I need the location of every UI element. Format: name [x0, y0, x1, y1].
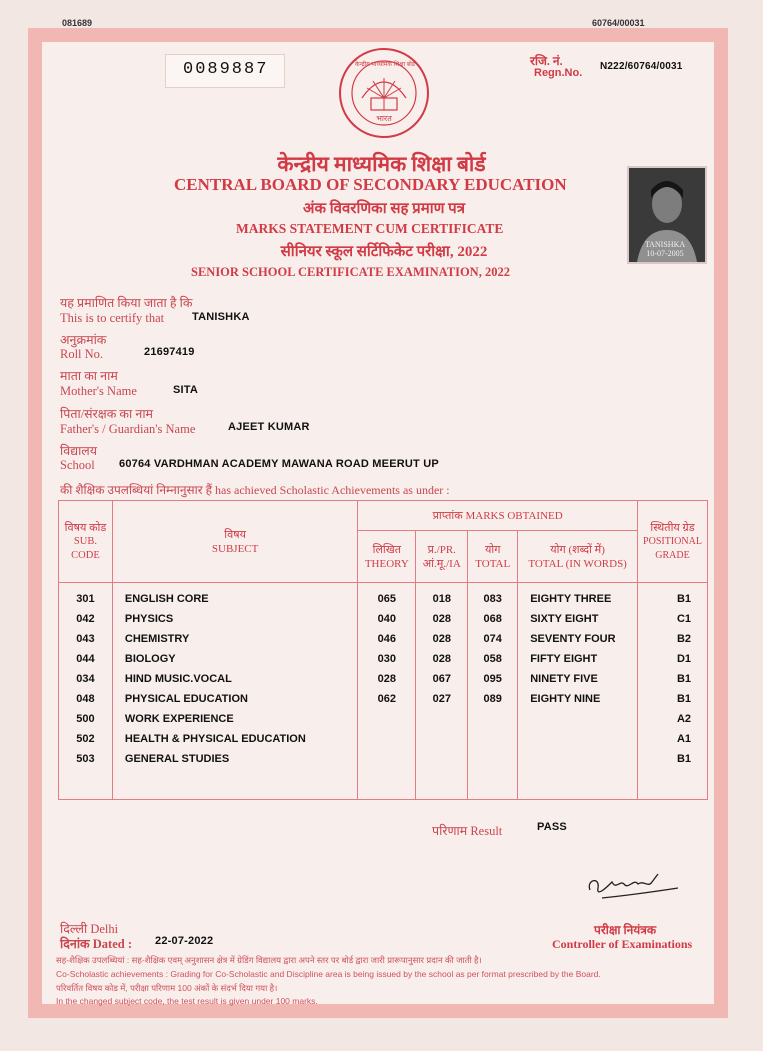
total-words: NINETY FIVE: [530, 673, 598, 685]
subject-code: 034: [76, 673, 95, 685]
header-theory: लिखित THEORY: [358, 531, 416, 583]
doc-title-en: MARKS STATEMENT CUM CERTIFICATE: [236, 221, 504, 236]
total-marks: 083: [483, 593, 502, 605]
total-words: EIGHTY NINE: [530, 693, 601, 705]
marks-table: [58, 500, 708, 800]
practical-marks: 067: [432, 673, 451, 685]
subject-code: 503: [76, 753, 95, 765]
practical-marks: 028: [432, 653, 451, 665]
board-title-en: CENTRAL BOARD OF SECONDARY EDUCATION: [174, 175, 567, 194]
student-name: TANISHKA: [192, 311, 250, 323]
header-grade: स्थितीय ग्रेड POSITIONAL GRADE: [638, 501, 708, 583]
subject-code: 502: [76, 733, 95, 745]
exam-title-hi: सीनियर स्कूल सर्टिफिकेट परीक्षा, 2022: [280, 244, 488, 260]
father-label-hi: पिता/संरक्षक का नाम: [60, 407, 154, 421]
header-total-words: योग (शब्दों में) TOTAL (IN WORDS): [518, 531, 638, 583]
roll-label-hi: अनुक्रमांक: [60, 333, 107, 347]
result-label: परिणाम Result: [432, 824, 503, 838]
total-marks: 068: [483, 613, 502, 625]
subject-code: 044: [76, 653, 95, 665]
roll-number: 21697419: [144, 346, 195, 358]
subject-code: 042: [76, 613, 95, 625]
school-label-en: School: [60, 458, 95, 472]
board-title-hi: केन्द्रीय माध्यमिक शिक्षा बोर्ड: [277, 152, 486, 176]
school-label-hi: विद्यालय: [60, 444, 98, 458]
words-column: [518, 583, 638, 800]
doc-title-hi: अंक विवरणिका सह प्रमाण पत्र: [303, 201, 465, 217]
header-marks-obtained: प्राप्तांक MARKS OBTAINED: [358, 501, 638, 531]
theory-marks: 030: [377, 653, 397, 665]
practical-marks: 018: [432, 593, 451, 605]
photo-name: TANISHKA: [644, 240, 686, 249]
grade-column: [638, 583, 708, 800]
subject-name: HEALTH & PHYSICAL EDUCATION: [124, 733, 306, 745]
subject-name: BIOLOGY: [124, 653, 176, 665]
theory-marks: 046: [377, 633, 397, 645]
subject-name: GENERAL STUDIES: [124, 753, 230, 765]
signature-icon: [582, 868, 682, 908]
practical-marks: 027: [432, 693, 451, 705]
grade: B1: [676, 593, 691, 605]
footer-note-1: सह-शैक्षिक उपलब्धियां : सह-शैक्षिक एवम् अनुशासन क्षेत्र में ग्रेडिंग विद्यालय द्वारा अपने स्तर पर बोर्ड द्वारा जारी प्रारूपानुसार प्रदान की जाती है।: [56, 955, 482, 965]
footer-note-3: परिवर्तित विषय कोड में, परीक्षा परिणाम 100 अंकों के संदर्भ दिया गया है।: [56, 983, 278, 993]
grade: A1: [676, 733, 691, 745]
dated-label: दिनांक Dated :: [60, 937, 133, 951]
exam-title-en: SENIOR SCHOOL CERTIFICATE EXAMINATION, 2022: [191, 265, 510, 279]
footer-note-4: In the changed subject code, the test result is given under 100 marks.: [56, 996, 318, 1006]
header-code: विषय कोड SUB. CODE: [59, 501, 113, 583]
theory-marks: 040: [377, 613, 397, 625]
total-words: EIGHTY THREE: [530, 593, 612, 605]
achievement-line: की शैक्षिक उपलब्धियां निम्नानुसार हैं has achieved Scholastic Achievements as under :: [60, 483, 450, 497]
mother-label-en: Mother's Name: [60, 384, 137, 398]
grade: A2: [676, 713, 691, 725]
theory-marks: 028: [377, 673, 397, 685]
photo-dob: 10-07-2005: [646, 249, 684, 258]
regn-label-en: Regn.No.: [534, 67, 583, 79]
header-total: योग TOTAL: [468, 531, 518, 583]
mother-label-hi: माता का नाम: [60, 369, 118, 383]
controller-hi: परीक्षा नियंत्रक: [594, 923, 657, 937]
father-name: AJEET KUMAR: [228, 421, 310, 433]
footer-note-2: Co-Scholastic achievements : Grading for Co-Scholastic and Discipline area is being issued by the school as per format prescribed by the Board.: [56, 969, 601, 979]
subject-code: 043: [76, 633, 95, 645]
seal-ring-text: केन्द्रीय माध्यमिक शिक्षा बोर्ड: [355, 62, 415, 68]
school-name: 60764 VARDHMAN ACADEMY MAWANA ROAD MEERUT UP: [119, 458, 439, 470]
grade: D1: [676, 653, 691, 665]
header-practical: प्र./PR. आं.मू./IA: [416, 531, 468, 583]
serial-number: 0089887: [183, 60, 269, 79]
theory-column: [358, 583, 416, 800]
total-column: [468, 583, 518, 800]
seal-bottom-text: भारत: [376, 114, 392, 123]
roll-label-en: Roll No.: [60, 347, 104, 361]
result-value: PASS: [537, 821, 567, 833]
grade: C1: [676, 613, 691, 625]
certify-label-hi: यह प्रमाणित किया जाता है कि: [60, 296, 193, 310]
subject-name: PHYSICAL EDUCATION: [124, 693, 248, 705]
grade: B1: [676, 673, 691, 685]
total-words: FIFTY EIGHT: [530, 653, 598, 665]
practical-marks: 028: [432, 613, 451, 625]
top-right-number: 60764/00031: [592, 18, 645, 28]
subject-name: CHEMISTRY: [124, 633, 190, 645]
subject-column: [112, 583, 357, 800]
mother-name: SITA: [173, 384, 199, 396]
subject-name: WORK EXPERIENCE: [124, 713, 234, 725]
total-marks: 074: [483, 633, 502, 645]
subject-code: 500: [76, 713, 95, 725]
total-marks: 089: [483, 693, 502, 705]
regn-label-hi: रजि. नं.: [530, 54, 563, 68]
total-words: SEVENTY FOUR: [530, 633, 616, 645]
grade: B1: [676, 753, 691, 765]
photo-label: [627, 240, 703, 258]
grade: B1: [676, 693, 691, 705]
theory-marks: 065: [377, 593, 397, 605]
theory-marks: 062: [377, 693, 397, 705]
practical-column: [416, 583, 468, 800]
total-words: SIXTY EIGHT: [530, 613, 599, 625]
subject-name: PHYSICS: [124, 613, 174, 625]
certify-label-en: This is to certify that: [60, 311, 165, 325]
subject-code: 301: [76, 593, 95, 605]
total-marks: 058: [483, 653, 502, 665]
issue-date: 22-07-2022: [155, 935, 214, 947]
place-label: दिल्ली Delhi: [60, 922, 119, 936]
subject-name: ENGLISH CORE: [124, 593, 209, 605]
subject-name: HIND MUSIC.VOCAL: [124, 673, 232, 685]
subject-code: 048: [76, 693, 95, 705]
father-label-en: Father's / Guardian's Name: [60, 422, 196, 436]
grade: B2: [676, 633, 691, 645]
total-marks: 095: [483, 673, 502, 685]
code-column: [59, 583, 113, 800]
top-left-number: 081689: [62, 18, 93, 28]
regn-number: N222/60764/0031: [600, 61, 683, 72]
header-subject: विषय SUBJECT: [112, 501, 357, 583]
practical-marks: 028: [432, 633, 451, 645]
controller-en: Controller of Examinations: [552, 937, 693, 951]
